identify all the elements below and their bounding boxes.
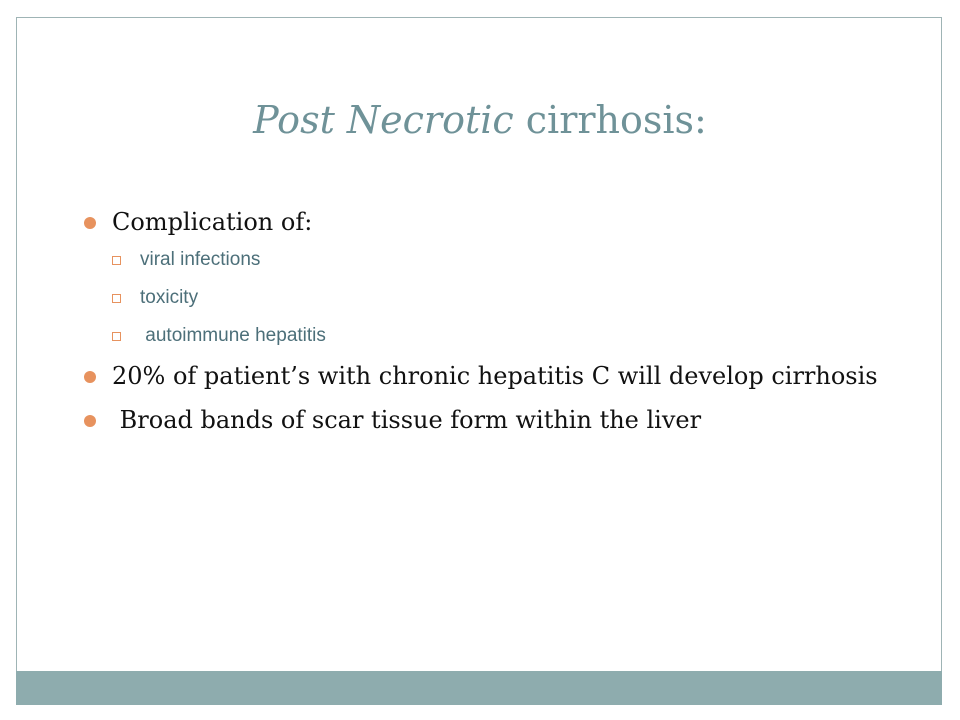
sub-bullet-square-icon: [112, 294, 121, 303]
sub-bullet-text: toxicity: [140, 287, 199, 308]
sub-bullet-square-icon: [112, 332, 121, 341]
sub-bullet-item: [84, 324, 904, 348]
bullet-text: Complication of:: [112, 208, 313, 236]
bullet-text: Broad bands of scar tissue form within the liver: [112, 406, 702, 434]
bullet-item: [84, 404, 904, 436]
title-rest-part: cirrhosis:: [513, 98, 707, 142]
sub-bullet-item: [84, 248, 904, 272]
bullet-item: [84, 360, 904, 392]
sub-bullet-item: [84, 286, 904, 310]
title-italic-part: Post Necrotic: [253, 98, 514, 142]
bullet-item: [84, 206, 904, 238]
bullet-dot-icon: [84, 415, 96, 427]
slide-title: [0, 96, 960, 144]
sub-bullet-text: viral infections: [140, 249, 261, 270]
bullet-dot-icon: [84, 217, 96, 229]
bullet-list: [84, 206, 904, 436]
footer-bar: [16, 671, 942, 705]
bullet-text: 20% of patient’s with chronic hepatitis C will develop cirrhosis: [112, 362, 878, 390]
bullet-dot-icon: [84, 371, 96, 383]
sub-bullet-text: autoimmune hepatitis: [140, 325, 326, 346]
sub-bullet-square-icon: [112, 256, 121, 265]
